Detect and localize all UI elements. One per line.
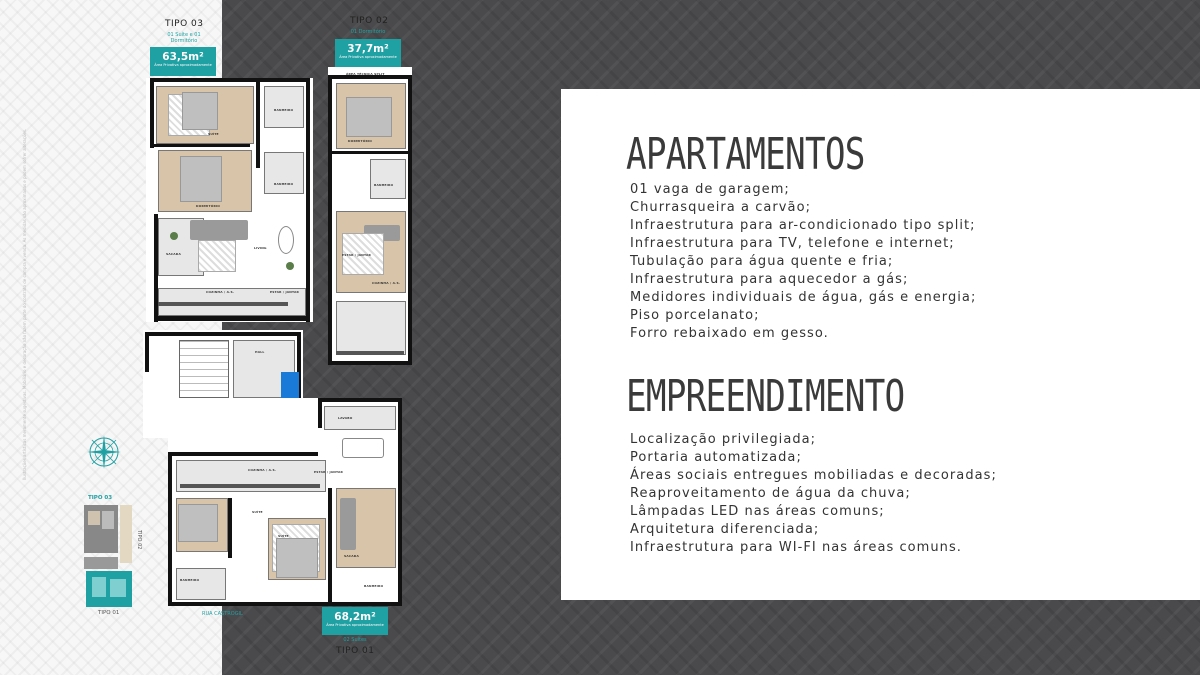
empreendimento-item: Arquitetura diferenciada;: [630, 522, 820, 537]
tipo01-floorplan: [168, 398, 402, 606]
tipo01-subtitle: 02 Suítes: [343, 637, 367, 643]
room-label: HALL: [255, 350, 265, 354]
room-label: COZINHA / A.S.: [372, 281, 401, 285]
tipo03-subtitle: [155, 32, 213, 44]
empreendimento-list: [630, 431, 997, 557]
room-label: LAVABO: [338, 416, 353, 420]
room-label: ÁREA TÉCNICA SPLIT: [346, 72, 385, 76]
features-panel: [561, 89, 1200, 600]
tipo03-area-badge: [150, 47, 216, 76]
site-mini-map: [84, 505, 134, 609]
empreendimento-item: Infraestrutura para WI-FI nas áreas comuns.: [630, 540, 962, 555]
apartamentos-item: Medidores individuais de água, gás e energia;: [630, 290, 977, 305]
tipo02-subtitle: 01 Dormitório: [350, 29, 386, 35]
room-label: DORMITÓRIO: [196, 204, 221, 208]
room-label: ESTAR / JANTAR: [314, 470, 344, 474]
tipo02-area-value: 37,7m²: [347, 43, 389, 55]
tipo02-area-badge: [335, 39, 401, 67]
room-label: BANHEIRO: [374, 183, 394, 187]
room-label: SUÍTE: [252, 510, 263, 514]
apartamentos-item: 01 vaga de garagem;: [630, 182, 790, 197]
tipo03-title: TIPO 03: [165, 19, 204, 29]
tipo03-subtitle-line2: Dormitório: [170, 38, 198, 44]
mini-tipo03-label: TIPO 03: [88, 495, 113, 501]
empreendimento-item: Áreas sociais entregues mobiliadas e decoradas;: [630, 468, 997, 483]
apartamentos-list: [630, 181, 976, 343]
street-label: RUA CASTROGIL: [202, 611, 243, 617]
tipo01-area-note: Área Privativa aproximadamente: [326, 623, 384, 627]
apartamentos-item: Infraestrutura para ar-condicionado tipo split;: [630, 218, 976, 233]
empreendimento-item: Localização privilegiada;: [630, 432, 817, 447]
empreendimento-item: Lâmpadas LED nas áreas comuns;: [630, 504, 885, 519]
empreendimento-heading: EMPREENDIMENTO: [626, 371, 905, 422]
room-label: SUÍTE: [208, 132, 219, 136]
room-label: LIVING: [254, 246, 267, 250]
apartamentos-item: Forro rebaixado em gesso.: [630, 326, 829, 341]
room-label: BANHEIRO: [274, 108, 294, 112]
room-label: BANHEIRO: [180, 578, 200, 582]
room-label: COZINHA / A.S.: [206, 290, 235, 294]
disclaimer-vertical: [22, 120, 68, 480]
mini-tipo02-label: TIPO 02: [136, 530, 142, 550]
apartamentos-item: Churrasqueira a carvão;: [630, 200, 812, 215]
room-label: BANHEIRO: [274, 182, 294, 186]
empreendimento-item: Portaria automatizada;: [630, 450, 802, 465]
room-label: SUÍTE: [278, 534, 289, 538]
tipo03-area-note: Área Privativa aproximadamente: [154, 63, 212, 67]
room-label: SACADA: [166, 252, 182, 256]
room-label: DORMITÓRIO: [348, 139, 373, 143]
tipo02-area-note: Área Privativa aproximadamente: [339, 55, 397, 59]
mini-tipo01-label: TIPO 01: [98, 610, 120, 616]
room-label: BANHEIRO: [364, 584, 384, 588]
tipo03-subtitle-line1: 01 Suíte e 01: [167, 32, 201, 38]
room-label: SACADA: [344, 554, 360, 558]
tipo03-area-value: 63,5m²: [162, 51, 204, 63]
empreendimento-item: Reaproveitamento de água da chuva;: [630, 486, 911, 501]
apartamentos-item: Infraestrutura para aquecedor a gás;: [630, 272, 909, 287]
compass-icon: [84, 432, 124, 472]
tipo03-floorplan: [146, 78, 313, 322]
apartamentos-item: Tubulação para água quente e fria;: [630, 254, 894, 269]
apartamentos-item: Infraestrutura para TV, telefone e internet;: [630, 236, 955, 251]
tipo01-area-badge: [322, 607, 388, 635]
tipo02-floorplan: [328, 67, 412, 365]
tipo01-title: TIPO 01: [336, 646, 375, 656]
room-label: ESTAR / JANTAR: [270, 290, 300, 294]
room-label: COZINHA / A.S.: [248, 468, 277, 472]
tipo01-area-value: 68,2m²: [334, 611, 376, 623]
apartamentos-heading: APARTAMENTOS: [626, 129, 865, 180]
disclaimer-text: Ilustrações artísticas meramente sugestivas. Mobiliário e decoração não fazem parte do contrato de compra e venda. As medidas são aproximadas e podem sofrer alterações.: [22, 128, 27, 480]
room-label: ESTAR / JANTAR: [342, 253, 372, 257]
tipo02-title: TIPO 02: [350, 16, 389, 26]
apartamentos-item: Piso porcelanato;: [630, 308, 760, 323]
